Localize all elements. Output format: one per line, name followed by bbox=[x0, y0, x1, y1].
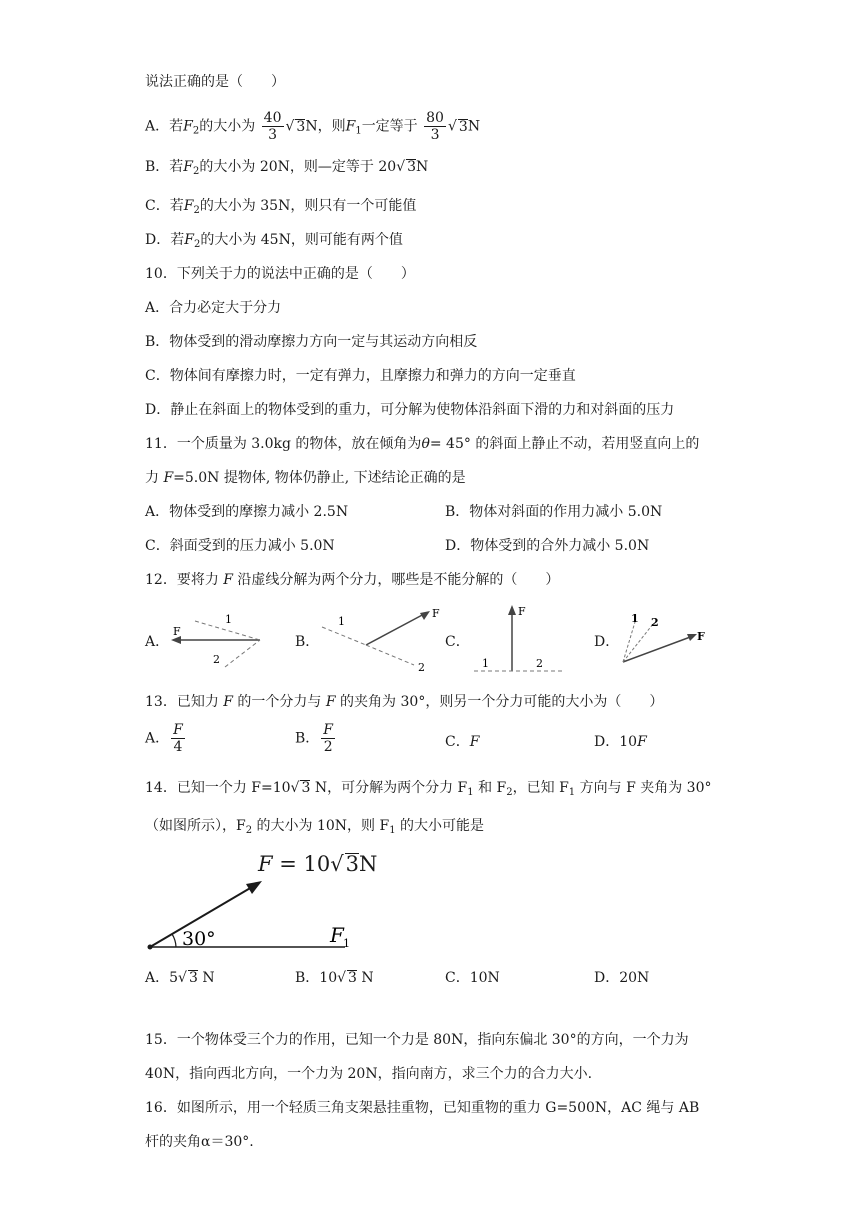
q14-angle-label: 30° bbox=[182, 928, 216, 950]
q11-option-a: A．物体受到的摩擦力减小 2.5N bbox=[145, 504, 349, 520]
q11-option-b: B．物体对斜面的作用力减小 5.0N bbox=[445, 504, 663, 520]
q12-option-b-label: B． bbox=[295, 634, 320, 650]
q13-option-c: C．F bbox=[445, 734, 480, 750]
q14-stem-line1: 14．已知一个力 F=10√ 3 N，可分解为两个分力 $F_1$ 和 $F_2$，已知 $F_1$ 方向与 F 夹角为 30° bbox=[145, 780, 712, 798]
q12a-2-label: 2 bbox=[213, 653, 220, 666]
q15-line1: 15．一个物体受三个力的作用，已知一个力是 80N，指向东偏北 30°的方向，一个力为 bbox=[145, 1032, 689, 1048]
q12-figure-a bbox=[165, 605, 275, 675]
q9-option-a: A．若$F_2$的大小为 $\frac{40}{3}$ √ 3N，则$F_1$一定等于 $\frac{80}{3}$ √ 3N bbox=[145, 110, 481, 143]
q12c-1-label: 1 bbox=[482, 657, 489, 670]
q12-figure-c bbox=[466, 603, 576, 675]
q16-line1: 16．如图所示，用一个轻质三角支架悬挂重物，已知重物的重力 G=500N，AC 绳与 AB bbox=[145, 1100, 700, 1116]
q14-figure bbox=[140, 850, 370, 955]
q13-option-b: B． $\frac{F}{2}$ bbox=[295, 722, 334, 755]
q9-option-b: B．若$F_2$的大小为 20N，则—定等于 20√ 3N bbox=[145, 159, 429, 177]
q14-F1-label: F bbox=[330, 923, 344, 947]
q11-option-d: D．物体受到的合外力减小 5.0N bbox=[445, 538, 650, 554]
q12-option-c-label: C． bbox=[445, 634, 470, 650]
q11-stem-line2: 力 F=5.0N 提物体, 物体仍静止, 下述结论正确的是 bbox=[145, 470, 466, 486]
q12d-1-label: 1 bbox=[631, 612, 639, 625]
q11-stem-line1: 11．一个质量为 3.0kg 的物体，放在倾角为θ= 45° 的斜面上静止不动，若用竖直向上的 bbox=[145, 436, 700, 452]
q10-stem: 10．下列关于力的说法中正确的是（ ） bbox=[145, 266, 415, 282]
q13-option-a: A． $\frac{F}{4}$ bbox=[145, 722, 183, 755]
q13-stem: 13．已知力 F 的一个分力与 F 的夹角为 30°，则另一个分力可能的大小为（ ） bbox=[145, 694, 664, 710]
q10-option-c: C．物体间有摩擦力时，一定有弹力，且摩擦力和弹力的方向一定垂直 bbox=[145, 368, 576, 384]
q10-option-a: A．合力必定大于分力 bbox=[145, 300, 282, 316]
q14-option-b: B．10√ 3 N bbox=[295, 970, 374, 986]
q12b-2-label: 2 bbox=[418, 661, 425, 674]
q12d-2-label: 2 bbox=[651, 616, 659, 629]
q11-option-c: C．斜面受到的压力减小 5.0N bbox=[145, 538, 335, 554]
q12b-F-label: F bbox=[432, 607, 440, 620]
q12-figure-d bbox=[615, 610, 710, 672]
q16-line2: 杆的夹角α＝30°. bbox=[145, 1134, 254, 1150]
q10-option-b: B．物体受到的滑动摩擦力方向一定与其运动方向相反 bbox=[145, 334, 478, 350]
q14-option-c: C．10N bbox=[445, 970, 500, 986]
q12a-1-label: 1 bbox=[225, 613, 232, 626]
q12a-F-label: F bbox=[173, 625, 181, 638]
q14-stem-line2: （如图所示），$F_2$ 的大小为 10N，则 $F_1$ 的大小可能是 bbox=[145, 818, 485, 836]
q14-option-d: D．20N bbox=[594, 970, 650, 986]
q9-option-c: C．若$F_2$的大小为 35N，则只有一个可能值 bbox=[145, 198, 417, 216]
q12-option-a-label: A． bbox=[145, 634, 170, 650]
q9-option-d: D．若$F_2$的大小为 45N，则可能有两个值 bbox=[145, 232, 403, 250]
q12c-2-label: 2 bbox=[536, 657, 543, 670]
q12-stem: 12．要将力 F 沿虚线分解为两个分力，哪些是不能分解的（ ） bbox=[145, 572, 560, 588]
q13-option-d: D．10F bbox=[594, 734, 647, 750]
q12d-F-label: F bbox=[697, 630, 705, 643]
q12-figure-b bbox=[318, 605, 443, 675]
q14-figure-label: F = 10√3N bbox=[258, 852, 378, 876]
q14-option-a: A．5√ 3 N bbox=[145, 970, 215, 986]
q10-option-d: D．静止在斜面上的物体受到的重力，可分解为使物体沿斜面下滑的力和对斜面的压力 bbox=[145, 402, 675, 418]
q9-stem-tail: 说法正确的是（ ） bbox=[145, 74, 285, 90]
q12c-F-label: F bbox=[518, 605, 526, 618]
q12-option-d-label: D． bbox=[594, 634, 620, 650]
q12b-1-label: 1 bbox=[338, 615, 345, 628]
q15-line2: 40N，指向西北方向，一个力为 20N，指向南方，求三个力的合力大小. bbox=[145, 1066, 593, 1082]
q14-F1-sub: 1 bbox=[343, 937, 350, 950]
